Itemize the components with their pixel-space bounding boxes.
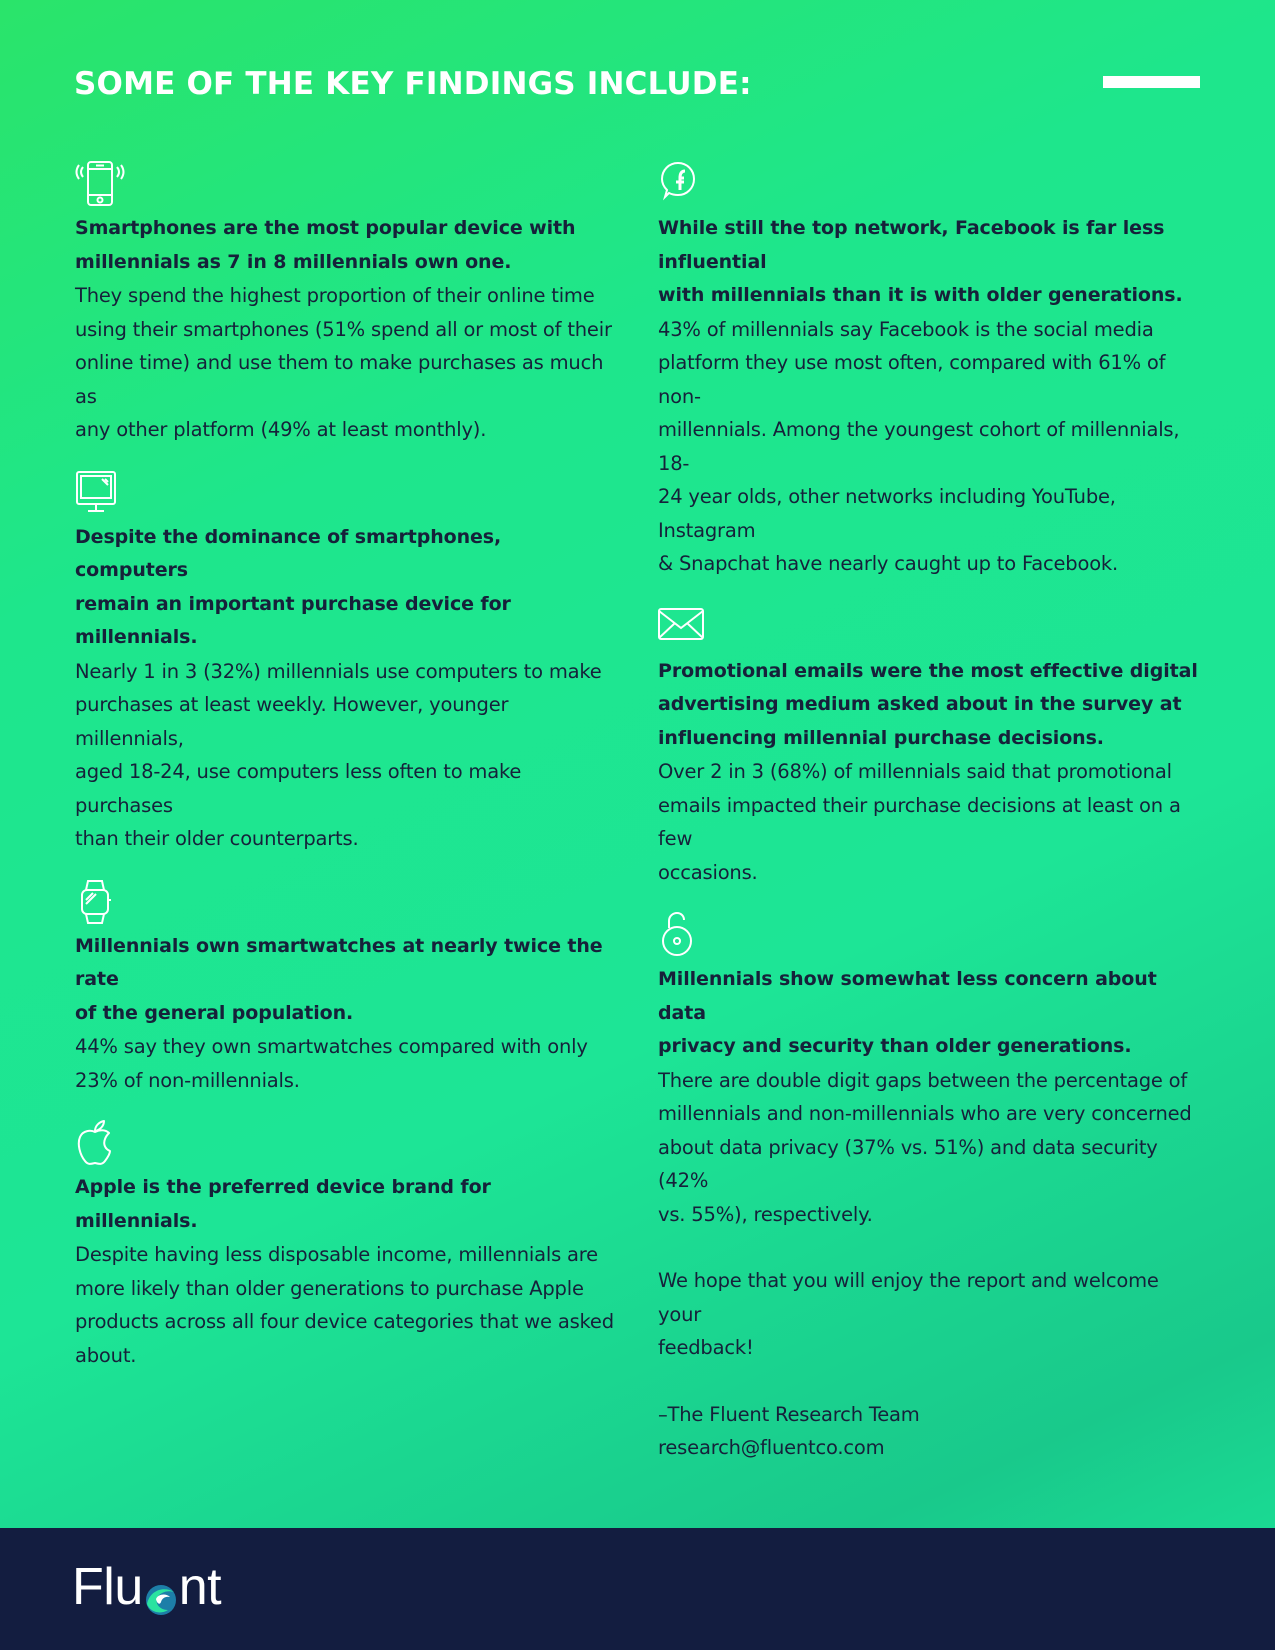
body-line: platform they use most often, compared with 61% of non- [658,351,1166,408]
title-accent-bar [1103,76,1200,88]
body-line: 23% of non-millennials. [75,1068,300,1092]
smartwatch-icon [75,878,615,926]
body-line: millennials. Among the youngest cohort of millennials, 18- [658,418,1180,475]
right-column [658,160,1198,1465]
page-title: SOME OF THE KEY FINDINGS INCLUDE: [74,66,752,102]
facebook-chat-icon [658,160,1198,208]
contact-email[interactable]: research@fluentco.com [658,1436,885,1459]
body-line: any other platform (49% at least monthly). [75,418,487,441]
headline-line: Millennials show somewhat less concern about data [658,968,1157,1024]
headline-line: advertising medium asked about in the survey at [658,693,1182,715]
finding-privacy [658,911,1198,1231]
headline-line: influencing millennial purchase decisions. [658,726,1104,749]
headline-line: Despite the dominance of smartphones, computers [75,525,502,581]
body-line: 24 year olds, other networks including YouTube, Instagram [658,485,1116,542]
body-line: occasions. [658,860,758,884]
body-line: than their older counterparts. [75,827,359,850]
body-line: millennials and non-millennials who are very concerned [658,1102,1192,1125]
body-line: 43% of millennials say Facebook is the social media [658,317,1154,341]
closing-message [658,1264,1198,1465]
headline-line: millennials as 7 in 8 millennials own one. [75,250,512,273]
body-line: products across all four device categories that we asked [75,1310,614,1333]
left-column [75,160,615,1372]
envelope-icon [658,603,1198,651]
apple-logo-icon [75,1119,615,1167]
smartphone-icon [75,160,615,208]
headline-line: of the general population. [75,1001,354,1024]
signature: –The Fluent Research Team [658,1402,920,1426]
headline-line: Promotional emails were the most effective digital [658,659,1198,682]
body-line: emails impacted their purchase decisions at least on a few [658,793,1181,850]
logo-text-end: nt [178,1558,222,1616]
body-line: purchases at least weekly. However, younger millennials, [75,693,509,750]
headline-line: Millennials own smartwatches at nearly twice the rate [75,934,603,990]
finding-smartphones [75,160,615,447]
headline-line: privacy and security than older generations. [658,1035,1132,1057]
body-line: about. [75,1343,137,1367]
finding-smartwatches [75,878,615,1098]
body-line: 44% say they own smartwatches compared with only [75,1035,588,1058]
logo-text-start: Flu [72,1558,143,1616]
body-line: There are double digit gaps between the percentage of [658,1068,1188,1092]
closing-line: feedback! [658,1336,754,1359]
finding-computers [75,469,615,856]
body-line: online time) and use them to make purchases as much as [75,351,604,408]
finding-apple [75,1119,615,1372]
closing-line: We hope that you will enjoy the report and welcome your [658,1269,1159,1326]
body-line: vs. 55%), respectively. [658,1202,873,1226]
body-line: more likely than older generations to purchase Apple [75,1276,584,1300]
body-line: & Snapchat have nearly caught up to Facebook. [658,552,1119,575]
finding-emails [658,603,1198,890]
footer [0,1528,1275,1650]
headline-line: remain an important purchase device for millennials. [75,592,511,648]
computer-monitor-icon [75,469,615,517]
padlock-icon [658,911,1198,959]
headline-line: While still the top network, Facebook is far less influential [658,217,1165,273]
body-line: about data privacy (37% vs. 51%) and data security (42% [658,1135,1158,1192]
wave-logo-icon [144,1571,178,1611]
headline-line: with millennials than it is with older generations. [658,284,1183,306]
headline-line: Smartphones are the most popular device with [75,217,576,239]
finding-facebook [658,160,1198,581]
body-line: They spend the highest proportion of their online time [75,284,595,307]
fluent-logo[interactable] [72,1552,221,1622]
body-line: using their smartphones (51% spend all or most of their [75,317,612,341]
body-line: aged 18-24, use computers less often to make purchases [75,760,522,817]
headline-line: Apple is the preferred device brand for millennials. [75,1176,491,1232]
body-line: Despite having less disposable income, millennials are [75,1243,598,1266]
body-line: Over 2 in 3 (68%) of millennials said that promotional [658,760,1172,783]
body-line: Nearly 1 in 3 (32%) millennials use computers to make [75,659,602,683]
